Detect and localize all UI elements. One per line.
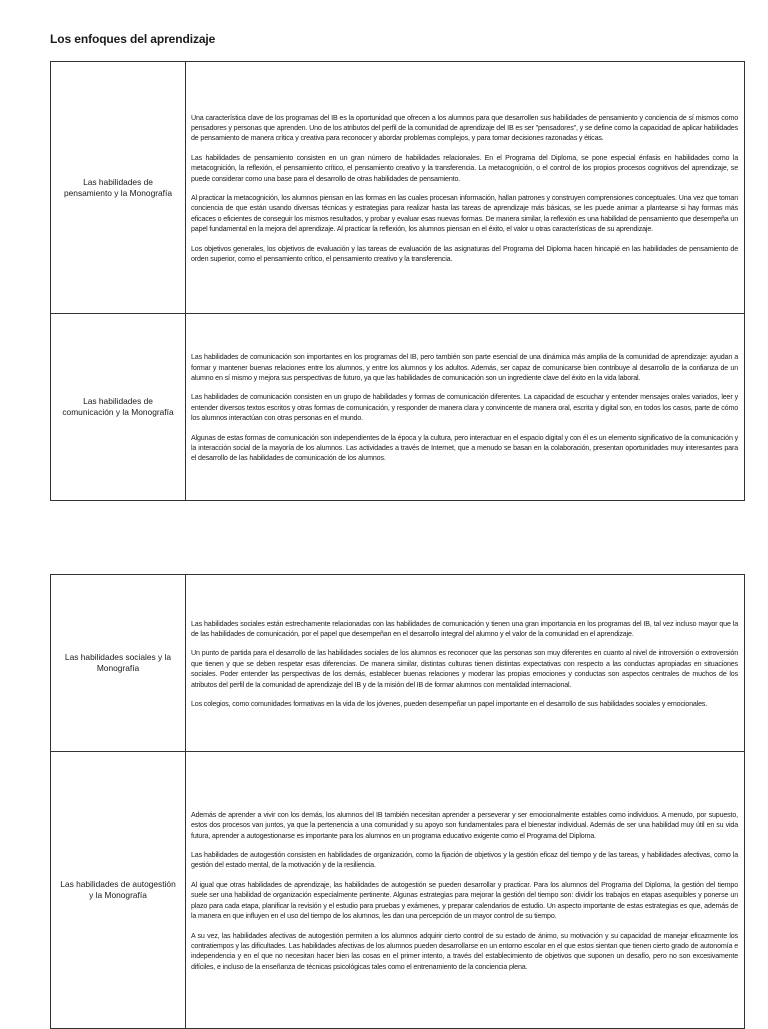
row-content-self-management-skills [186, 752, 745, 1029]
paragraph: Las habilidades sociales están estrechamente relacionadas con las habilidades de comunicación y tienen una gran importancia en los programas del IB, tal vez incluso mayor que la de las habilidades de comunicación, por el papel que desempeñan en el desarrollo integral del alumno y el valor de la comunidad en el aprendizaje. [191, 619, 738, 638]
row-content-communication-skills [186, 314, 745, 501]
row-content-thinking-skills [186, 62, 745, 314]
paragraph: Las habilidades de pensamiento consisten en un gran número de habilidades relacionales. En el Programa del Diploma, se pone especial énfasis en habilidades como la metacognición, la reflexión, el pensamiento crítico, el pensamiento creativo y la transferencia. La metacognición, o el control de los propios procesos cognitivos del aprendizaje, se puede considerar como una base para el desarrollo de otras habilidades de pensamiento. [191, 153, 738, 183]
paragraph: Los objetivos generales, los objetivos de evaluación y las tareas de evaluación de las asignaturas del Programa del Diploma hacen hincapié en las habilidades de pensamiento de orden superior, como el pensamiento crítico, el pensamiento creativo y la transferencia. [191, 244, 738, 264]
row-label-communication-skills: Las habilidades de comunicación y la Monografía [51, 314, 186, 501]
document-title: Los enfoques del aprendizaje [50, 32, 216, 46]
paragraph: Al practicar la metacognición, los alumnos piensan en las formas en las cuales procesan información, hallan patrones y construyen comprensiones conceptuales. Una vez que toman conciencia de que están usando diversas técnicas y estrategias para realizar hasta las tareas de aprendizaje más básicas, se les puede animar a plantearse si hay formas más eficaces o eficientes de conseguir los mismos resultados, y probar y evaluar esas nuevas formas. De manera similar, la reflexión es una habilidad de pensamiento que desempeña un papel fundamental en la mejora del aprendizaje. Al practicar la reflexión, los alumnos piensan en el éxito, el valor u otras características de su aprendizaje. [191, 194, 738, 234]
paragraph: A su vez, las habilidades afectivas de autogestión permiten a los alumnos adquirir cierto control de su estado de ánimo, su motivación y su capacidad de manejar eficazmente los contratiempos y las dificultades. Las habilidades afectivas de los alumnos pueden desarrollarse en un entorno escolar en el que estos sientan que tienen cierto grado de autonomía e independencia y en el que no necesitan hacer bien las cosas en el primer intento, a través del establecimiento de objetivos que suponen un desafío, pero no son excesivamente difíciles, e incluso de la enseñanza de técnicas psicológicas tales como el entrenamiento de la conciencia plena. [191, 931, 738, 971]
table-row-social-skills [51, 575, 745, 752]
row-label-self-management-skills: Las habilidades de autogestión y la Monografía [51, 752, 186, 1029]
paragraph: Las habilidades de comunicación consisten en un grupo de habilidades y formas de comunicación diferentes. La capacidad de escuchar y entender mensajes orales variados, leer y entender diversos textos escritos y otras formas de comunicación, y responder de manera clara y convincente de manera oral, escrita y digital son, en todos los casos, parte de cómo los alumnos interactúan con otras personas en el mundo. [191, 393, 738, 423]
skills-table-2 [50, 574, 745, 1029]
paragraph: Las habilidades de comunicación son importantes en los programas del IB, pero también son parte esencial de una dinámica más amplia de la comunidad de aprendizaje: ayudan a formar y mantener buenas relaciones entre los alumnos, y entre los alumnos y los adultos. Además, ser capaz de comunicarse bien contribuye al desarrollo de la confianza de un alumno en sí mismo y mejora sus perspectivas de futuro, ya que las habilidades de comunicación son un ingrediente clave del éxito en la vida laboral. [191, 353, 738, 382]
skills-table-1 [50, 61, 745, 501]
paragraph: Algunas de estas formas de comunicación son independientes de la época y la cultura, pero interactuar en el espacio digital y con él es un elemento significativo de la comunicación y la interacción social de la mayoría de los alumnos. Las actividades a través de Internet, que a menudo se basan en la colaboración, presentan oportunidades muy interesantes para el desarrollo de las habilidades de comunicación de los alumnos. [191, 433, 738, 463]
table-row-self-management-skills [51, 752, 745, 1029]
paragraph: Al igual que otras habilidades de aprendizaje, las habilidades de autogestión se pueden desarrollar y practicar. Para los alumnos del Programa del Diploma, la gestión del tiempo suele ser una habilidad de organización especialmente pertinente. Algunas estrategias para mejorar la gestión del tiempo son: dividir los trabajos en etapas asequibles y ponerse un plazo para cada etapa, planificar la revisión y el estudio para pruebas y exámenes, y preparar calendarios de estudio. Un aspecto importante de estas estrategias es que, además de la manera en que influyen en el uso del tiempo de los alumnos, les dan una percepción de un mayor control de su tiempo. [191, 880, 738, 921]
table-row-thinking-skills [51, 62, 745, 314]
paragraph: Los colegios, como comunidades formativas en la vida de los jóvenes, pueden desempeñar un papel importante en el desarrollo de sus habilidades sociales y emocionales. [191, 700, 708, 709]
table-row-communication-skills [51, 314, 745, 501]
paragraph: Un punto de partida para el desarrollo de las habilidades sociales de los alumnos es reconocer que las personas son muy diferentes en cuanto al nivel de introversión o extroversión que tienen y que se deben respetar esas diferencias. De manera similar, distintas culturas tienen distintas expectativas con respecto a las conductas apropiadas en situaciones sociales. Poder entender las perspectivas de los demás, establecer buenas relaciones y moderar las propias emociones y conductas son aspectos centrales de muchos de los atributos del perfil de la comunidad de aprendizaje del IB y de la misión del IB de formar alumnos con mentalidad internacional. [191, 649, 738, 689]
paragraph: Además de aprender a vivir con los demás, los alumnos del IB también necesitan aprender a perseverar y ser emocionalmente estables como individuos. A menudo, por supuesto, estos dos procesos van juntos, ya que la pertenencia a una comunidad y su apoyo son fundamentales para el bienestar individual. Además de ser una habilidad muy útil en su vida futura, aprender a autogestionarse es importante para los alumnos en un programa educativo exigente como el Programa del Diploma. [191, 810, 738, 840]
paragraph: Las habilidades de autogestión consisten en habilidades de organización, como la fijación de objetivos y la gestión eficaz del tiempo y de las tareas, y habilidades afectivas, como la gestión del estado mental, de la motivación y de la resiliencia. [191, 851, 738, 870]
row-content-social-skills [186, 575, 745, 752]
paragraph: Una característica clave de los programas del IB es la oportunidad que ofrecen a los alumnos para que desarrollen sus habilidades de pensamiento y conciencia de sí mismos como pensadores y personas que aprenden. Uno de los atributos del perfil de la comunidad de aprendizaje del IB es ser "pensadores", y se define como la capacidad de aplicar habilidades de pensamiento de manera crítica y creativa para reconocer y abordar problemas complejos, y para tomar decisiones razonadas y éticas. [191, 113, 738, 143]
row-label-social-skills: Las habilidades sociales y la Monografía [51, 575, 186, 752]
row-label-thinking-skills: Las habilidades de pensamiento y la Monografía [51, 62, 186, 314]
